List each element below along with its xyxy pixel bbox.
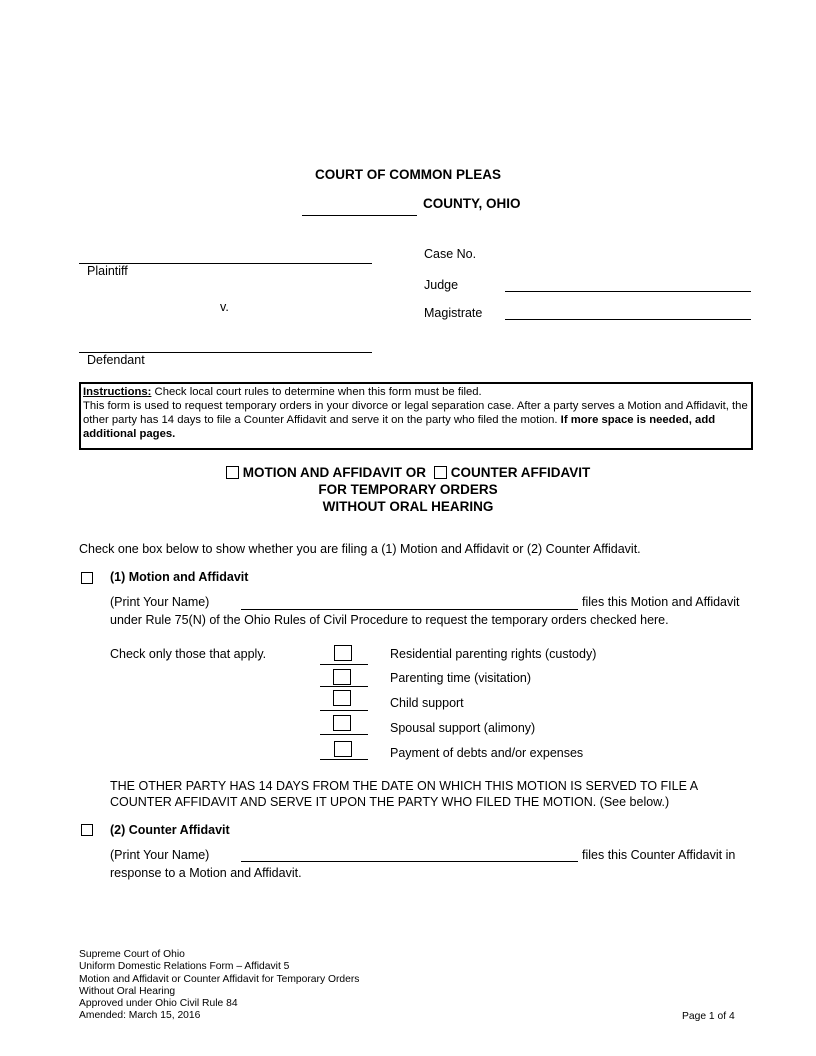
magistrate-label: Magistrate	[424, 306, 483, 320]
section2-heading: (2) Counter Affidavit	[110, 823, 230, 837]
form-title-line2: FOR TEMPORARY ORDERS	[318, 482, 498, 497]
section2-name-line[interactable]	[241, 861, 578, 862]
footer-line: Without Oral Hearing	[79, 985, 176, 997]
section1-print-name-label: (Print Your Name)	[110, 595, 210, 609]
section2-response-text: response to a Motion and Affidavit.	[110, 866, 302, 880]
notice-line2: COUNTER AFFIDAVIT AND SERVE IT UPON THE PARTY WHO FILED THE MOTION. (See below.)	[110, 795, 670, 809]
section1-name-line[interactable]	[241, 609, 578, 610]
court-title: COURT OF COMMON PLEAS	[315, 167, 501, 182]
custody-checkbox[interactable]	[334, 645, 352, 661]
visitation-checkbox[interactable]	[333, 669, 351, 685]
case-no-label: Case No.	[424, 247, 477, 261]
footer-block	[79, 949, 359, 1023]
spousal-support-checkbox[interactable]	[333, 715, 351, 731]
section1-files-text: files this Motion and Affidavit	[582, 595, 740, 609]
section2-print-name-label: (Print Your Name)	[110, 848, 210, 862]
counter-title-checkbox[interactable]	[434, 466, 447, 479]
section2-files-text: files this Counter Affidavit in	[582, 848, 736, 862]
notice-line1: THE OTHER PARTY HAS 14 DAYS FROM THE DATE ON WHICH THIS MOTION IS SERVED TO FILE A	[110, 779, 699, 793]
check-only-label: Check only those that apply.	[110, 647, 267, 661]
versus-label: v.	[220, 300, 229, 314]
option-visitation: Parenting time (visitation)	[390, 671, 532, 685]
debts-checkbox[interactable]	[334, 741, 352, 757]
magistrate-line[interactable]	[505, 319, 751, 320]
child-support-line	[320, 710, 368, 711]
option-custody: Residential parenting rights (custody)	[390, 647, 597, 661]
form-title-line1	[0, 465, 816, 480]
intro-text: Check one box below to show whether you are filing a (1) Motion and Affidavit or (2) Counter Affidavit.	[79, 542, 641, 556]
instructions-body: This form is used to request temporary orders in your divorce or legal separation case. After a party serves a Motion and Affidavit, the other party has 14 days to file a Counter Affidavit and serve it on the party who filed the motion.	[83, 400, 748, 426]
county-blank-line[interactable]	[302, 215, 417, 216]
option-spousal-support: Spousal support (alimony)	[390, 721, 536, 735]
title-counter-text: COUNTER AFFIDAVIT	[450, 465, 591, 480]
counter-affidavit-checkbox[interactable]	[81, 824, 93, 836]
instructions-box	[79, 382, 753, 450]
form-title-line3: WITHOUT ORAL HEARING	[322, 499, 494, 514]
option-child-support: Child support	[390, 696, 464, 710]
section1-heading: (1) Motion and Affidavit	[110, 570, 249, 584]
child-support-checkbox[interactable]	[333, 690, 351, 706]
footer-line: Motion and Affidavit or Counter Affidavit for Temporary Orders	[79, 973, 360, 985]
footer-line: Supreme Court of Ohio	[79, 949, 185, 960]
instructions-heading: Instructions:	[83, 386, 152, 398]
section1-rule-text: under Rule 75(N) of the Ohio Rules of Civil Procedure to request the temporary orders checked here.	[110, 613, 669, 627]
motion-title-checkbox[interactable]	[226, 466, 239, 479]
county-label: COUNTY, OHIO	[423, 196, 521, 211]
footer-line: Uniform Domestic Relations Form – Affidavit 5	[79, 961, 290, 973]
instructions-bold-tail: If more space is needed, add additional pages.	[83, 414, 716, 440]
judge-label: Judge	[424, 278, 459, 292]
defendant-label: Defendant	[87, 353, 145, 367]
motion-affidavit-checkbox[interactable]	[81, 572, 93, 584]
debts-line	[320, 759, 368, 760]
instructions-line1: Check local court rules to determine when this form must be filed.	[151, 386, 482, 398]
title-motion-text: MOTION AND AFFIDAVIT OR	[242, 465, 426, 480]
footer-line: Amended: March 15, 2016	[79, 1010, 201, 1022]
footer-line: Approved under Ohio Civil Rule 84	[79, 998, 238, 1010]
visitation-line	[320, 686, 368, 687]
spousal-support-line	[320, 734, 368, 735]
option-debts: Payment of debts and/or expenses	[390, 746, 584, 760]
custody-line	[320, 664, 368, 665]
plaintiff-label: Plaintiff	[87, 264, 128, 278]
judge-line[interactable]	[505, 291, 751, 292]
page-number: Page 1 of 4	[682, 1011, 735, 1022]
